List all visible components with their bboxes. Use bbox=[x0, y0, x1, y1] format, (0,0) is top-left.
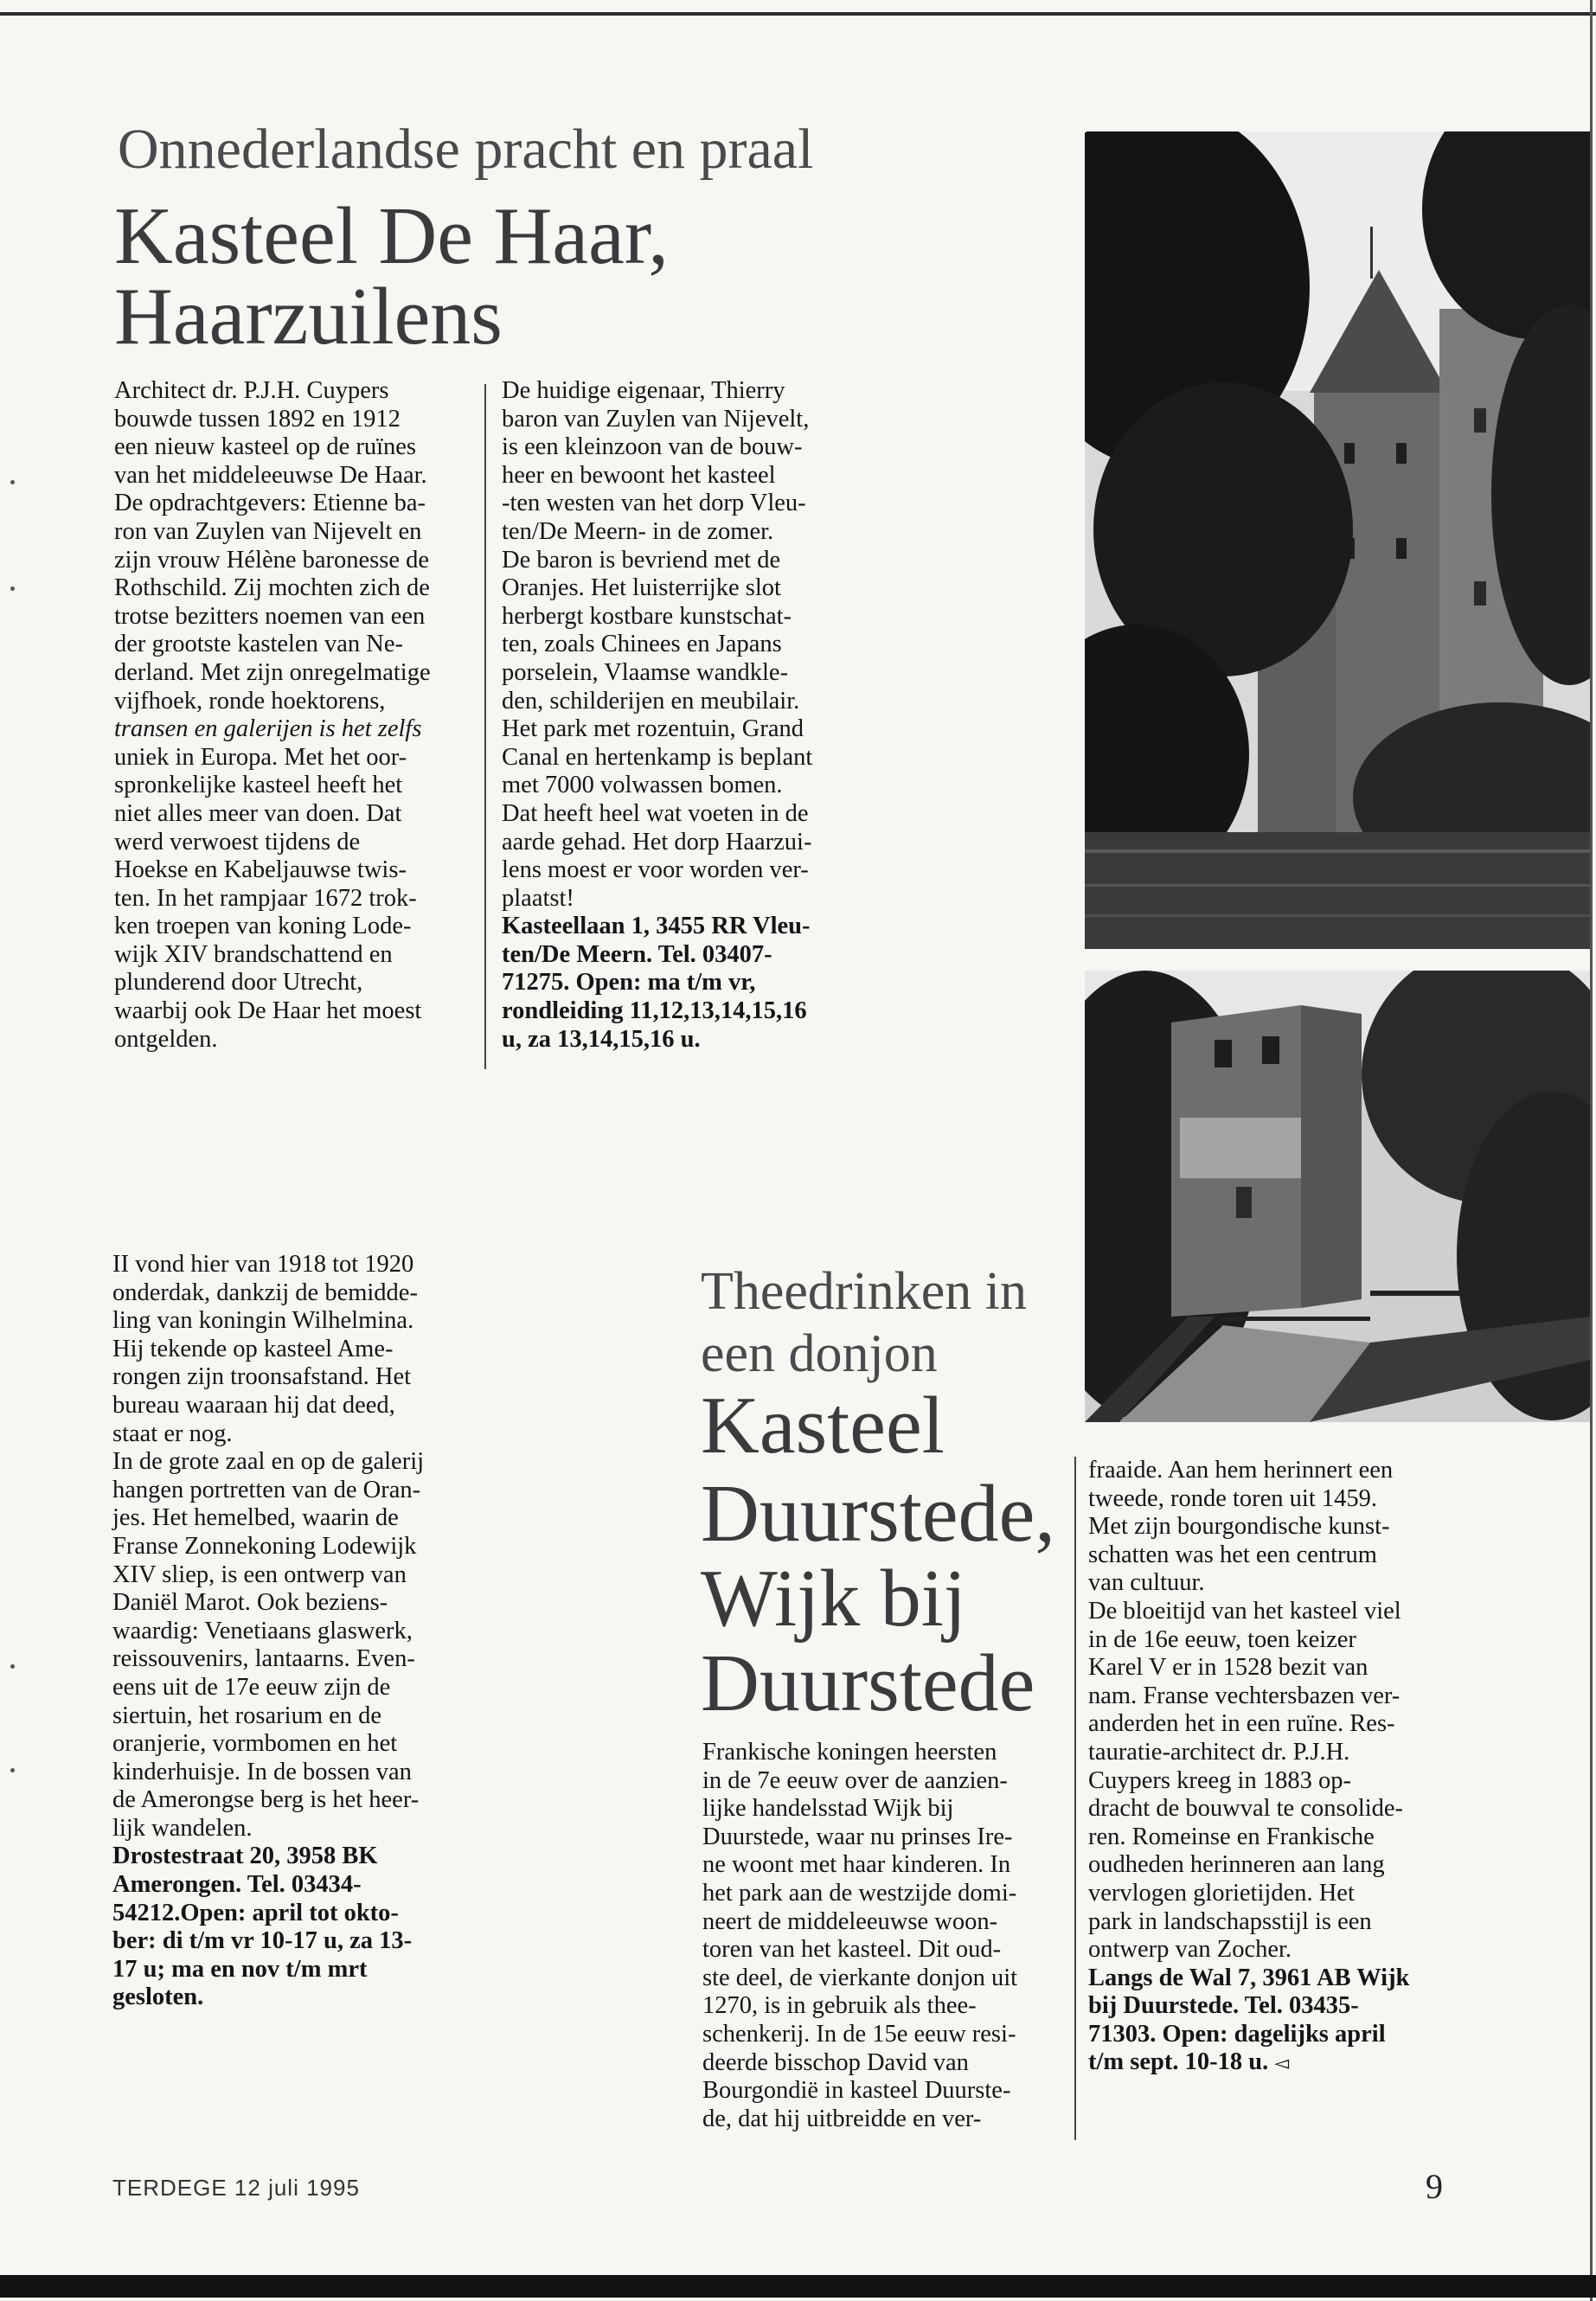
article1-column2 bbox=[502, 377, 882, 1054]
magazine-name: TERDEGE bbox=[112, 2175, 228, 2201]
footer-magazine bbox=[112, 2175, 360, 2202]
article2-title-line4: Duurstede bbox=[701, 1638, 1035, 1728]
text-line: aarde gehad. Het dorp Haarzui- bbox=[502, 828, 812, 856]
address-line: gesloten. bbox=[112, 1984, 204, 2011]
text-line: Het park met rozentuin, Grand bbox=[502, 715, 804, 743]
article2-column1 bbox=[702, 1739, 1083, 2133]
text-line: is een kleinzoon van de bouw- bbox=[502, 433, 803, 461]
text-line: ten, zoals Chinees en Japans bbox=[502, 631, 782, 658]
text-line: Franse Zonnekoning Lodewijk bbox=[112, 1532, 417, 1560]
text-line: Duurstede, waar nu prinses Ire- bbox=[702, 1823, 1013, 1850]
article2-kicker-line2: een donjon bbox=[701, 1324, 938, 1383]
address-line: ten/De Meern. Tel. 03407- bbox=[502, 940, 772, 968]
text-line: dracht de bouwval te consolide- bbox=[1088, 1795, 1404, 1823]
margin-dot bbox=[10, 586, 15, 591]
address-line: 71303. Open: dagelijks april bbox=[1088, 2020, 1386, 2048]
address-line: Drostestraat 20, 3958 BK bbox=[112, 1843, 378, 1870]
text-line: niet alles meer van doen. Dat bbox=[114, 799, 402, 827]
text-line: ken troepen van koning Lode- bbox=[114, 913, 412, 940]
text-line: Hoekse en Kabeljauwse twis- bbox=[114, 856, 407, 884]
text-line: van cultuur. bbox=[1088, 1569, 1205, 1597]
text-line: Cuypers kreeg in 1883 op- bbox=[1088, 1766, 1351, 1794]
text-line: transen en galerijen is het zelfs bbox=[114, 715, 422, 743]
text-line: fraaide. Aan hem herinnert een bbox=[1088, 1457, 1394, 1484]
text-line: Oranjes. Het luisterrijke slot bbox=[502, 574, 781, 602]
text-line: ten. In het rampjaar 1672 trok- bbox=[114, 884, 417, 912]
text-line: II vond hier van 1918 tot 1920 bbox=[112, 1251, 414, 1278]
text-line: rongen zijn troonsafstand. Het bbox=[112, 1363, 412, 1391]
text-line: jes. Het hemelbed, waarin de bbox=[112, 1504, 399, 1532]
text-line: ne woont met haar kinderen. In bbox=[702, 1851, 1011, 1879]
article1-title-line2: Haarzuilens bbox=[114, 272, 503, 362]
text-line: Canal en hertenkamp is beplant bbox=[502, 743, 813, 771]
text-line: trotse bezitters noemen van een bbox=[114, 602, 426, 630]
bottom-rule bbox=[0, 2275, 1596, 2298]
text-line: staat er nog. bbox=[112, 1420, 233, 1447]
top-rule bbox=[0, 12, 1596, 16]
address-line: u, za 13,14,15,16 u. bbox=[502, 1025, 701, 1053]
page-edge bbox=[1590, 0, 1593, 2301]
article2-kicker-line1: Theedrinken in bbox=[701, 1262, 1028, 1321]
address-line: 17 u; ma en nov t/m mrt bbox=[112, 1955, 368, 1983]
text-line: zijn vrouw Hélène baronesse de bbox=[114, 546, 430, 574]
text-line: ron van Zuylen van Nijevelt en bbox=[114, 517, 422, 545]
column-divider bbox=[1074, 1457, 1076, 2140]
address-line bbox=[1088, 2048, 1469, 2078]
text-line: vijfhoek, ronde hoektorens, bbox=[114, 687, 386, 715]
text-line: Karel V er in 1528 bezit van bbox=[1088, 1654, 1368, 1682]
article1-kicker: Onnederlandse pracht en praal bbox=[118, 118, 814, 181]
text-line: deerde bisschop David van bbox=[702, 2048, 969, 2076]
text-line: schatten was het een centrum bbox=[1088, 1541, 1377, 1568]
text-line: oranjerie, vormbomen en het bbox=[112, 1730, 398, 1758]
article2-column2 bbox=[1088, 1457, 1469, 2078]
text-line: De bloeitijd van het kasteel viel bbox=[1088, 1597, 1401, 1625]
text-line: van het middeleeuwse De Haar. bbox=[114, 461, 427, 489]
article2-title-line2: Duurstede, bbox=[701, 1469, 1055, 1559]
text-line: de, dat hij uitbreidde en ver- bbox=[702, 2105, 982, 2132]
text-line: lijke handelsstad Wijk bij bbox=[702, 1795, 954, 1823]
margin-dot bbox=[10, 480, 15, 484]
text-line: der grootste kastelen van Ne- bbox=[114, 631, 403, 658]
text-line: anderden het in een ruïne. Res- bbox=[1088, 1710, 1395, 1738]
address-line: Kasteellaan 1, 3455 RR Vleu- bbox=[502, 913, 811, 940]
text-line: den, schilderijen en meubilair. bbox=[502, 687, 800, 715]
text-line: reissouvenirs, lantaarns. Even- bbox=[112, 1645, 415, 1673]
text-line: lijk wandelen. bbox=[112, 1814, 253, 1842]
text-line: Rothschild. Zij mochten zich de bbox=[114, 574, 430, 602]
text-line: herbergt kostbare kunstschat- bbox=[502, 602, 792, 630]
text-line: Daniël Marot. Ook beziens- bbox=[112, 1589, 388, 1617]
text-line: een nieuw kasteel op de ruïnes bbox=[114, 433, 416, 461]
text-line: Met zijn bourgondische kunst- bbox=[1088, 1513, 1390, 1541]
page-number: 9 bbox=[1426, 2167, 1443, 2206]
text-line: park in landschapsstijl is een bbox=[1088, 1907, 1372, 1935]
address-line: ber: di t/m vr 10-17 u, za 13- bbox=[112, 1927, 413, 1955]
end-mark-icon: ◅ bbox=[1274, 2052, 1290, 2074]
text-line: De huidige eigenaar, Thierry bbox=[502, 377, 785, 404]
article1-title-line1: Kasteel De Haar, bbox=[114, 191, 669, 281]
text-line: uniek in Europa. Met het oor- bbox=[114, 743, 407, 771]
margin-dot bbox=[10, 1768, 15, 1772]
text-line: plunderend door Utrecht, bbox=[114, 969, 363, 997]
text-line: vervlogen glorietijden. Het bbox=[1088, 1879, 1355, 1907]
text-line: ontgelden. bbox=[114, 1025, 218, 1053]
text-line: ten/De Meern- in de zomer. bbox=[502, 517, 774, 545]
text-line: XIV sliep, is een ontwerp van bbox=[112, 1561, 407, 1588]
text-line: derland. Met zijn onregelmatige bbox=[114, 658, 431, 686]
text-line: hangen portretten van de Oran- bbox=[112, 1476, 421, 1503]
column-divider bbox=[484, 384, 486, 1069]
article1-column1 bbox=[114, 377, 486, 1054]
address-line: Amerongen. Tel. 03434- bbox=[112, 1871, 362, 1899]
text-line: Architect dr. P.J.H. Cuypers bbox=[114, 377, 389, 404]
text-line: kinderhuisje. In de bossen van bbox=[112, 1758, 412, 1785]
address-line: Langs de Wal 7, 3961 AB Wijk bbox=[1088, 1964, 1410, 1991]
text-line: waardig: Venetiaans glaswerk, bbox=[112, 1617, 413, 1644]
text-line: in de 16e eeuw, toen keizer bbox=[1088, 1625, 1356, 1653]
text-line: 1270, is in gebruik als thee- bbox=[702, 1992, 977, 2020]
text-line: tweede, ronde toren uit 1459. bbox=[1088, 1484, 1377, 1512]
address-text: t/m sept. 10-18 u. bbox=[1088, 2048, 1269, 2076]
address-line: rondleiding 11,12,13,14,15,16 bbox=[502, 997, 807, 1025]
text-line: onderdak, dankzij de bemidde- bbox=[112, 1279, 418, 1306]
text-line: plaatst! bbox=[502, 884, 574, 912]
text-line: het park aan de westzijde domi- bbox=[702, 1879, 1017, 1907]
text-line: ontwerp van Zocher. bbox=[1088, 1936, 1292, 1964]
address-line: 71275. Open: ma t/m vr, bbox=[502, 969, 756, 997]
text-line: werd verwoest tijdens de bbox=[114, 828, 361, 856]
text-line: De baron is bevriend met de bbox=[502, 546, 781, 574]
text-line: lens moest er voor worden ver- bbox=[502, 856, 809, 884]
text-line: Hij tekende op kasteel Ame- bbox=[112, 1335, 394, 1362]
previous-article-column bbox=[112, 1251, 493, 2012]
text-line: In de grote zaal en op de galerij bbox=[112, 1448, 425, 1476]
text-line: ste deel, de vierkante donjon uit bbox=[702, 1964, 1018, 1991]
text-line: heer en bewoont het kasteel bbox=[502, 461, 776, 489]
text-line: Bourgondië in kasteel Duurste- bbox=[702, 2077, 1011, 2105]
text-line: neert de middeleeuwse woon- bbox=[702, 1907, 998, 1935]
address-line: bij Duurstede. Tel. 03435- bbox=[1088, 1992, 1359, 2020]
text-line: eens uit de 17e eeuw zijn de bbox=[112, 1673, 391, 1701]
text-line: Frankische koningen heersten bbox=[702, 1739, 997, 1766]
text-line: porselein, Vlaamse wandkle- bbox=[502, 658, 789, 686]
photo-donjon-duurstede bbox=[1085, 971, 1590, 1422]
text-line: schenkerij. In de 15e eeuw resi- bbox=[702, 2020, 1016, 2048]
text-line: -ten westen van het dorp Vleu- bbox=[502, 490, 806, 517]
text-line: toren van het kasteel. Dit oud- bbox=[702, 1936, 1002, 1964]
text-line: ling van koningin Wilhelmina. bbox=[112, 1307, 414, 1335]
address-line: 54212.Open: april tot okto- bbox=[112, 1899, 399, 1926]
text-line: Dat heeft heel wat voeten in de bbox=[502, 799, 809, 827]
text-line: wijk XIV brandschattend en bbox=[114, 940, 393, 968]
article2-title-line1: Kasteel bbox=[701, 1381, 945, 1471]
article2-title-line3: Wijk bij bbox=[701, 1554, 966, 1644]
issue-date: 12 juli 1995 bbox=[234, 2175, 360, 2201]
text-line: De opdrachtgevers: Etienne ba- bbox=[114, 490, 426, 517]
text-line: spronkelijke kasteel heeft het bbox=[114, 772, 403, 799]
text-line: met 7000 volwassen bomen. bbox=[502, 772, 783, 799]
text-line: in de 7e eeuw over de aanzien- bbox=[702, 1766, 1008, 1794]
text-line: tauratie-architect dr. P.J.H. bbox=[1088, 1738, 1350, 1766]
text-line: oudheden herinneren aan lang bbox=[1088, 1851, 1385, 1879]
text-line: ren. Romeinse en Frankische bbox=[1088, 1823, 1375, 1850]
text-line: baron van Zuylen van Nijevelt, bbox=[502, 405, 810, 433]
text-line: bouwde tussen 1892 en 1912 bbox=[114, 405, 401, 433]
text-line: waarbij ook De Haar het moest bbox=[114, 997, 422, 1025]
text-line: siertuin, het rosarium en de bbox=[112, 1702, 382, 1729]
margin-dot bbox=[10, 1664, 15, 1669]
text-line: bureau waaraan hij dat deed, bbox=[112, 1391, 395, 1419]
photo-castle-de-haar bbox=[1085, 131, 1590, 949]
text-line: nam. Franse vechtersbazen ver- bbox=[1088, 1682, 1401, 1709]
text-line: de Amerongse berg is het heer- bbox=[112, 1786, 420, 1814]
